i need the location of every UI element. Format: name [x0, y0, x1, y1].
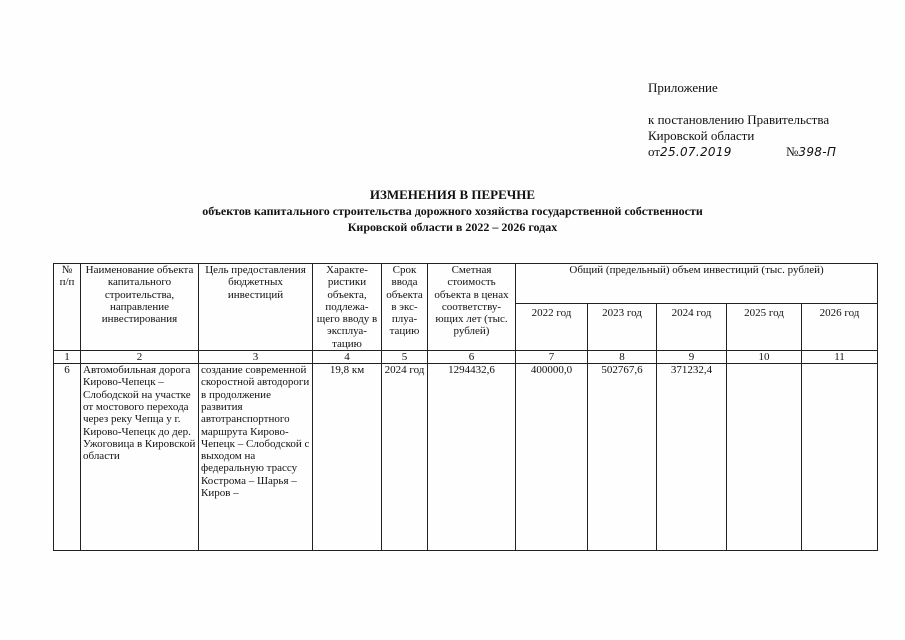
appendix-date-line	[648, 144, 837, 160]
handwritten-number: 398-П	[798, 145, 837, 159]
number-prefix: №	[786, 144, 799, 159]
appendix-block	[648, 80, 837, 160]
row-characteristics: 19,8 км	[313, 364, 382, 551]
header-row-1	[54, 264, 878, 304]
heading-title: ИЗМЕНЕНИЯ В ПЕРЕЧНЕ	[369, 187, 536, 202]
appendix-line-1: к постановлению Правительства	[648, 112, 830, 127]
header-year-2026: 2026 год	[802, 303, 878, 351]
row-year-2023: 502767,6	[588, 364, 657, 551]
column-number: 7	[516, 351, 588, 364]
header-year-2024: 2024 год	[657, 303, 727, 351]
appendix-title: Приложение	[648, 80, 718, 95]
header-year-2022: 2022 год	[516, 303, 588, 351]
column-number: 10	[727, 351, 802, 364]
header-cost: Сметная стоимость объекта в ценах соответству-ющих лет (тыс. рублей)	[428, 264, 516, 351]
header-investments: Общий (предельный) объем инвестиций (тыс. рублей)	[516, 264, 878, 304]
document-number	[786, 144, 836, 160]
column-number: 3	[199, 351, 313, 364]
column-number: 9	[657, 351, 727, 364]
table-row	[54, 364, 878, 551]
document-heading	[0, 187, 905, 235]
header-year-2023: 2023 год	[588, 303, 657, 351]
header-goal: Цель предоставления бюджетных инвестиций	[199, 264, 313, 351]
header-characteristics: Характе-ристики объекта, подлежа-щего вводу в эксплуа-тацию	[313, 264, 382, 351]
header-year-2025: 2025 год	[727, 303, 802, 351]
column-number: 11	[802, 351, 878, 364]
row-year-2025	[727, 364, 802, 551]
column-number: 1	[54, 351, 81, 364]
heading-subtitle-1: объектов капитального строительства дорожного хозяйства государственной собственности	[202, 204, 703, 218]
row-term: 2024 год	[382, 364, 428, 551]
row-num: 6	[54, 364, 81, 551]
row-object-name: Автомобильная дорога Кирово-Чепецк – Слободской на участке от мостового перехода через реку Чепца у г. Кирово-Чепецк до дер. Ужоговица в Кировской области	[81, 364, 199, 551]
row-year-2026	[802, 364, 878, 551]
row-goal: создание современной скоростной автодороги в продолжение развития автотранспортного маршрута Кирово-Чепецк – Слободской с выходом на федеральную трассу Кострома – Шарья – Киров –	[199, 364, 313, 551]
row-year-2024: 371232,4	[657, 364, 727, 551]
row-cost: 1294432,6	[428, 364, 516, 551]
header-num: № п/п	[54, 264, 81, 351]
column-number: 8	[588, 351, 657, 364]
header-name: Наименование объекта капитального строительства, направление инвестирования	[81, 264, 199, 351]
handwritten-date: 25.07.2019	[660, 145, 732, 159]
column-number: 2	[81, 351, 199, 364]
header-term: Срок ввода объекта в экс-плуа-тацию	[382, 264, 428, 351]
investment-table	[53, 263, 878, 551]
column-number: 4	[313, 351, 382, 364]
heading-subtitle-2: Кировской области в 2022 – 2026 годах	[347, 220, 558, 234]
column-numbers-row	[54, 351, 878, 364]
column-number: 6	[428, 351, 516, 364]
appendix-line-2: Кировской области	[648, 128, 755, 143]
column-number: 5	[382, 351, 428, 364]
date-prefix: от	[648, 144, 661, 159]
row-year-2022: 400000,0	[516, 364, 588, 551]
